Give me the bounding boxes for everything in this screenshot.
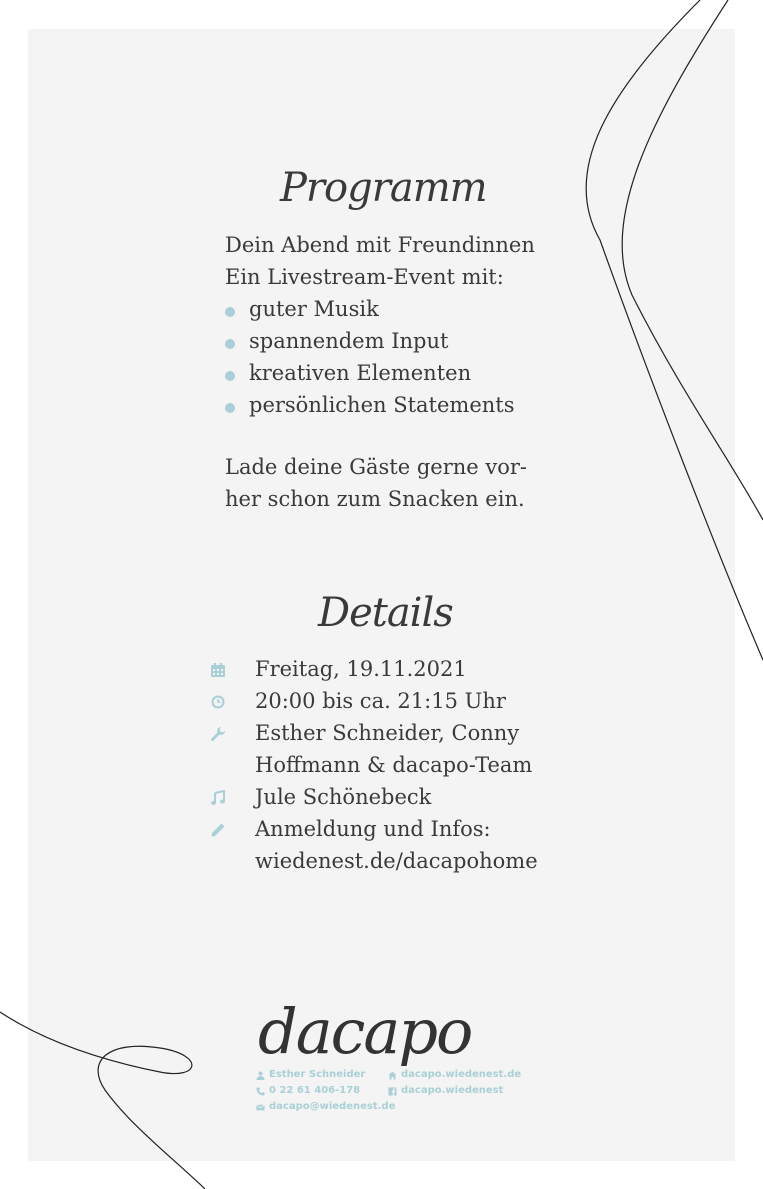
hosts-line: Esther Schneider, Conny: [255, 721, 520, 745]
contact-website[interactable]: dacapo.wiedenest.de: [388, 1067, 521, 1083]
music-note-icon: [210, 790, 226, 806]
date-row: [210, 653, 538, 685]
contact-facebook[interactable]: dacapo.wiedenest: [388, 1083, 521, 1099]
home-icon: [388, 1071, 397, 1080]
contact-email[interactable]: dacapo@wiedenest.de: [256, 1099, 395, 1115]
programm-title: Programm: [280, 165, 487, 211]
dacapo-logo: dacapo: [258, 995, 472, 1068]
contact-phone[interactable]: 0 22 61 406-178: [256, 1083, 395, 1099]
phone-icon: [256, 1087, 265, 1096]
pencil-icon: [210, 822, 226, 838]
contact-right: [388, 1067, 521, 1099]
guests-note: [225, 451, 527, 515]
music-artist: Jule Schönebeck: [255, 785, 432, 809]
user-icon: [256, 1071, 265, 1080]
list-item: spannendem Input: [225, 325, 535, 357]
list-item: guter Musik: [225, 293, 535, 325]
calendar-icon: [210, 662, 226, 678]
programm-section: [225, 229, 535, 421]
guests-line: her schon zum Snacken ein.: [225, 487, 525, 511]
intro-line: Dein Abend mit Freundinnen: [225, 233, 535, 257]
hosts-line: Hoffmann & dacapo-Team: [255, 753, 533, 777]
contact-left: [256, 1067, 395, 1115]
wrench-icon: [210, 726, 226, 742]
list-item: persönlichen Statements: [225, 389, 535, 421]
intro-line: Ein Livestream-Event mit:: [225, 265, 504, 289]
signup-line: Anmeldung und Infos:: [255, 817, 491, 841]
details-title: Details: [318, 590, 453, 636]
event-time: 20:00 bis ca. 21:15 Uhr: [255, 689, 506, 713]
hosts-row: [210, 717, 538, 781]
clock-icon: [210, 694, 226, 710]
guests-line: Lade deine Gäste gerne vor-: [225, 455, 528, 479]
signup-link[interactable]: wiedenest.de/dacapohome: [255, 849, 538, 873]
event-date: Freitag, 19.11.2021: [255, 657, 467, 681]
music-row: [210, 781, 538, 813]
details-section: [210, 653, 538, 877]
envelope-icon: [256, 1103, 265, 1112]
time-row: [210, 685, 538, 717]
list-item: kreativen Elementen: [225, 357, 535, 389]
contact-person: Esther Schneider: [256, 1067, 395, 1083]
facebook-icon: [388, 1087, 397, 1096]
signup-row: [210, 813, 538, 877]
